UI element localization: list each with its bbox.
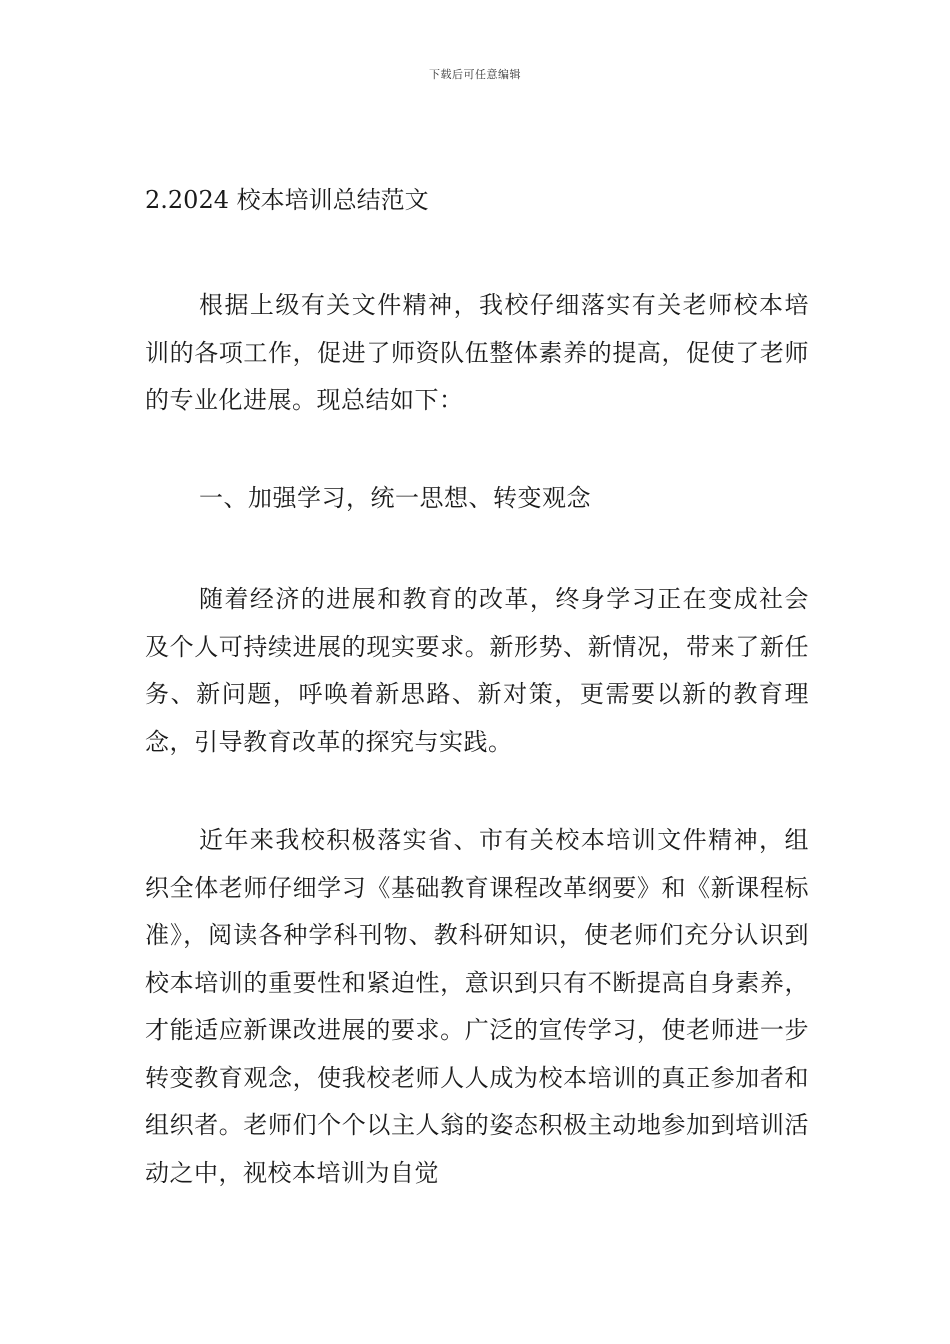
- paragraph-implementation: 近年来我校积极落实省、市有关校本培训文件精神，组织全体老师仔细学习《基础教育课程改革纲要》和《新课程标准》，阅读各种学科刊物、教科研知识，使老师们充分认识到校本培训的重要性和紧迫性，意识到只有不断提高自身素养，才能适应新课改进展的要求。广泛的宣传学习，使老师进一步转变教育观念，使我校老师人人成为校本培训的真正参加者和组织者。老师们个个以主人翁的姿态积极主动地参加到培训活动之中，视校本培训为自觉: [145, 826, 809, 1187]
- paragraph-intro: 根据上级有关文件精神，我校仔细落实有关老师校本培训的各项工作，促进了师资队伍整体素养的提高，促使了老师的专业化进展。现总结如下：: [145, 291, 809, 414]
- document-title: 2.2024 校本培训总结范文: [145, 186, 429, 214]
- paragraph-background: 随着经济的进展和教育的改革，终身学习正在变成社会及个人可持续进展的现实要求。新形势、新情况，带来了新任务、新问题，呼唤着新思路、新对策，更需要以新的教育理念，引导教育改革的探究与实践。: [145, 585, 809, 756]
- section-heading: 一、加强学习，统一思想、转变观念: [199, 484, 591, 512]
- header-note: 下载后可任意编辑: [429, 68, 521, 81]
